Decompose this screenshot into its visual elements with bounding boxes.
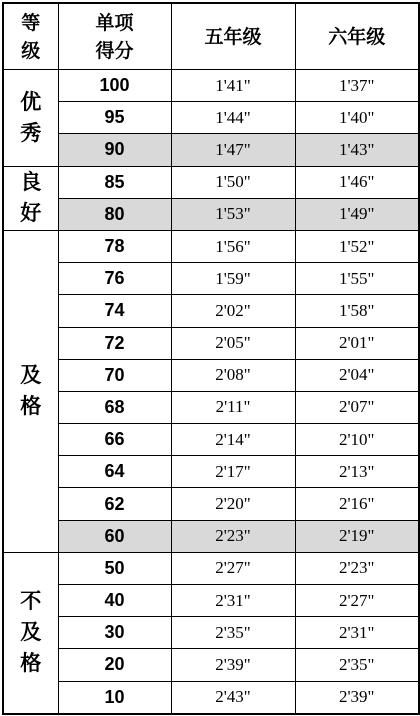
grade6-time: 2'01"	[295, 327, 419, 359]
grade-char: 秀	[20, 120, 42, 145]
score-cell: 76	[58, 263, 171, 295]
grade6-time: 2'35"	[295, 649, 419, 681]
score-cell: 90	[58, 134, 171, 166]
table-row	[3, 424, 419, 456]
score-cell: 80	[58, 198, 171, 230]
score-cell: 72	[58, 327, 171, 359]
grade5-time: 2'14"	[171, 424, 295, 456]
table-row	[3, 198, 419, 230]
score-cell: 78	[58, 230, 171, 262]
header-grade5: 五年级	[171, 3, 295, 70]
grade5-time: 2'08"	[171, 359, 295, 391]
grade6-time: 1'37"	[295, 70, 419, 102]
table-row	[3, 552, 419, 584]
grade5-time: 2'35"	[171, 617, 295, 649]
score-cell: 64	[58, 456, 171, 488]
grade5-time: 1'56"	[171, 230, 295, 262]
grade-cell	[3, 166, 58, 230]
grade-char: 不	[20, 589, 42, 614]
grade5-time: 2'05"	[171, 327, 295, 359]
table-row	[3, 391, 419, 423]
header-score: 单项得分	[58, 3, 171, 70]
grade5-time: 2'17"	[171, 456, 295, 488]
table-row	[3, 166, 419, 198]
table-row	[3, 520, 419, 552]
score-cell: 50	[58, 552, 171, 584]
grade6-time: 1'40"	[295, 102, 419, 134]
grade5-time: 1'41"	[171, 70, 295, 102]
grade-cell	[3, 552, 58, 713]
score-cell: 70	[58, 359, 171, 391]
table-row	[3, 488, 419, 520]
grade6-time: 2'16"	[295, 488, 419, 520]
grade5-time: 2'27"	[171, 552, 295, 584]
score-cell: 40	[58, 585, 171, 617]
grade-cell	[3, 70, 58, 167]
grade6-time: 2'04"	[295, 359, 419, 391]
grade6-time: 1'58"	[295, 295, 419, 327]
grade6-time: 2'07"	[295, 391, 419, 423]
table-row	[3, 102, 419, 134]
grade5-time: 1'59"	[171, 263, 295, 295]
score-cell: 60	[58, 520, 171, 552]
table-row	[3, 617, 419, 649]
score-cell: 85	[58, 166, 171, 198]
score-cell: 68	[58, 391, 171, 423]
grade5-time: 1'50"	[171, 166, 295, 198]
grade5-time: 2'20"	[171, 488, 295, 520]
grade6-time: 1'52"	[295, 230, 419, 262]
grade-char: 优	[20, 89, 42, 114]
header-row	[3, 3, 419, 70]
grade6-time: 1'46"	[295, 166, 419, 198]
grade-char: 好	[20, 201, 42, 226]
table-body	[3, 70, 419, 714]
grade5-time: 1'44"	[171, 102, 295, 134]
grade5-time: 1'47"	[171, 134, 295, 166]
grade6-time: 2'19"	[295, 520, 419, 552]
grade6-time: 1'49"	[295, 198, 419, 230]
grade5-time: 2'02"	[171, 295, 295, 327]
grade6-time: 2'10"	[295, 424, 419, 456]
grade6-time: 2'39"	[295, 681, 419, 714]
table-row	[3, 70, 419, 102]
table-row	[3, 295, 419, 327]
grade5-time: 2'43"	[171, 681, 295, 714]
header-grade: 等级	[3, 3, 58, 70]
grade5-time: 2'31"	[171, 585, 295, 617]
score-cell: 66	[58, 424, 171, 456]
grade5-time: 2'39"	[171, 649, 295, 681]
grade-char: 格	[20, 651, 42, 676]
grade-cell	[3, 230, 58, 552]
score-table	[2, 2, 420, 715]
grade-char: 良	[20, 170, 42, 195]
score-cell: 20	[58, 649, 171, 681]
table-row	[3, 649, 419, 681]
score-cell: 62	[58, 488, 171, 520]
score-cell: 30	[58, 617, 171, 649]
grade6-time: 1'55"	[295, 263, 419, 295]
grade6-time: 2'31"	[295, 617, 419, 649]
table-row	[3, 327, 419, 359]
grade-char: 及	[20, 363, 42, 388]
grade6-time: 1'43"	[295, 134, 419, 166]
grade6-time: 2'13"	[295, 456, 419, 488]
table-row	[3, 134, 419, 166]
grade-char: 及	[20, 620, 42, 645]
score-cell: 10	[58, 681, 171, 714]
grade-char: 格	[20, 394, 42, 419]
score-cell: 74	[58, 295, 171, 327]
score-cell: 100	[58, 70, 171, 102]
score-cell: 95	[58, 102, 171, 134]
table-row	[3, 585, 419, 617]
grade6-time: 2'27"	[295, 585, 419, 617]
header-grade6: 六年级	[295, 3, 419, 70]
grade6-time: 2'23"	[295, 552, 419, 584]
table-row	[3, 456, 419, 488]
grade5-time: 2'11"	[171, 391, 295, 423]
grade5-time: 2'23"	[171, 520, 295, 552]
table-row	[3, 359, 419, 391]
table-row	[3, 230, 419, 262]
table-row	[3, 263, 419, 295]
table-row	[3, 681, 419, 714]
grade5-time: 1'53"	[171, 198, 295, 230]
